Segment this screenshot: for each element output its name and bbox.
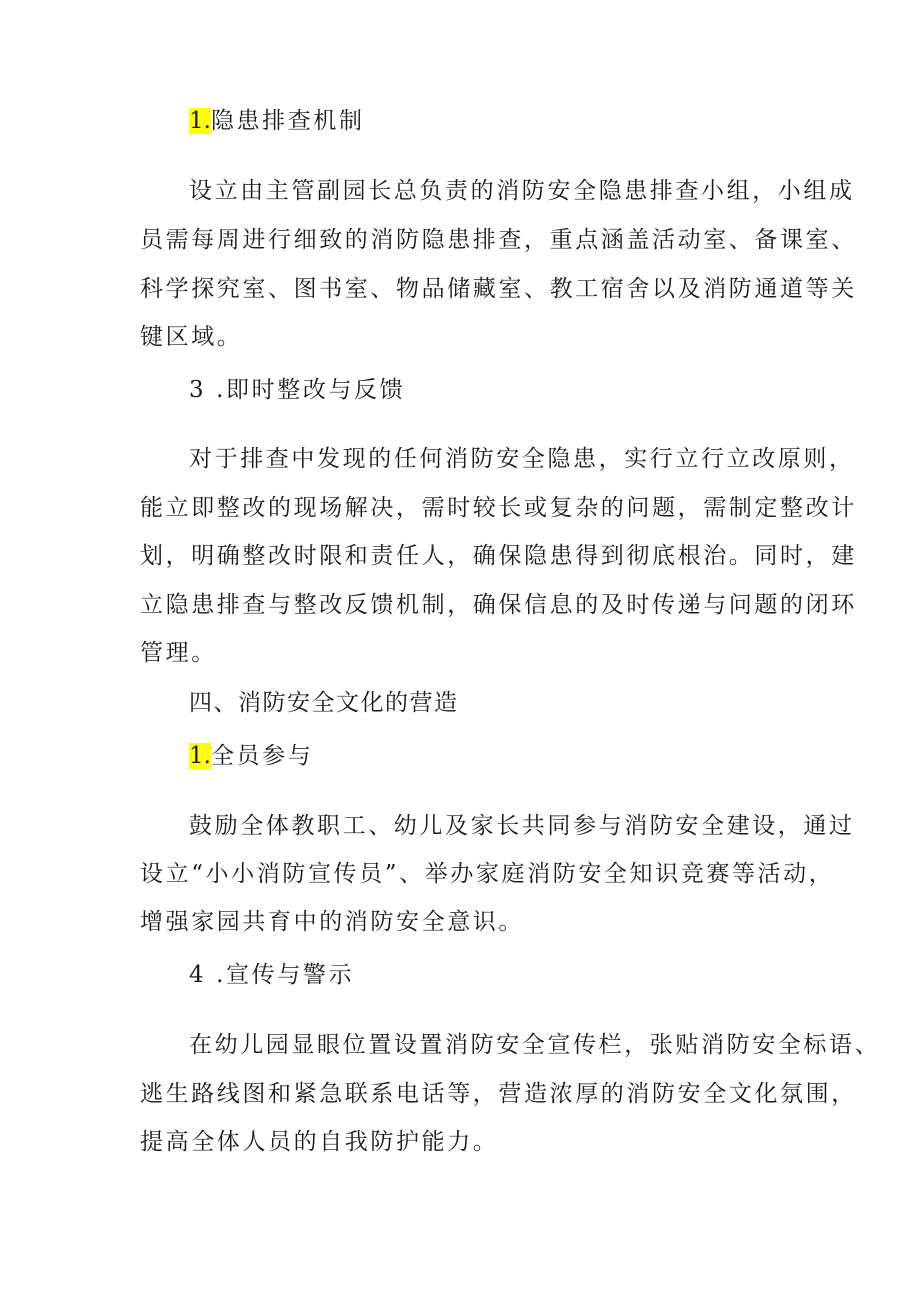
section-heading-culture: 四、消防安全文化的营造 bbox=[189, 690, 459, 716]
paragraph-line: 增强家园共育中的消防安全意识。 bbox=[140, 909, 524, 935]
paragraph-line: 鼓励全体教职工、幼儿及家长共同参与消防安全建设，通过 bbox=[189, 813, 855, 839]
paragraph-line: 提高全体人员的自我防护能力。 bbox=[140, 1129, 499, 1155]
subheading-text: 全员参与 bbox=[210, 743, 314, 769]
subheading-participation bbox=[189, 741, 313, 771]
paragraph-line: 科学探究室、图书室、物品储藏室、教工宿舍以及消防通道等关 bbox=[140, 276, 857, 302]
highlighted-number: 1. bbox=[189, 108, 211, 134]
highlighted-number: 1. bbox=[189, 743, 211, 769]
paragraph-line: 立隐患排查与整改反馈机制，确保信息的及时传递与问题的闭环 bbox=[140, 592, 857, 618]
paragraph-line: 管理。 bbox=[140, 640, 217, 666]
paragraph-line: 能立即整改的现场解决，需时较长或复杂的问题，需制定整改计 bbox=[140, 495, 857, 521]
paragraph-line: 对于排查中发现的任何消防安全隐患，实行立行立改原则， bbox=[189, 446, 855, 472]
paragraph-line: 员需每周进行细致的消防隐患排查，重点涵盖活动室、备课室、 bbox=[140, 227, 857, 253]
subheading-hazard-check bbox=[189, 106, 365, 136]
subheading-rectification: 3 .即时整改与反馈 bbox=[189, 377, 406, 403]
paragraph-line: 逃生路线图和紧急联系电话等，营造浓厚的消防安全文化氛围， bbox=[140, 1081, 857, 1107]
paragraph-line: 键区域。 bbox=[140, 324, 243, 350]
paragraph-line: 划，明确整改时限和责任人，确保隐患得到彻底根治。同时，建 bbox=[140, 543, 857, 569]
paragraph-line: 在幼儿园显眼位置设置消防安全宣传栏，张贴消防安全标语、 bbox=[189, 1032, 881, 1058]
subheading-text: 隐患排查机制 bbox=[210, 108, 365, 134]
paragraph-line: 设立“小小消防宣传员”、举办家庭消防安全知识竞赛等活动， bbox=[140, 861, 835, 887]
paragraph-line: 设立由主管副园长总负责的消防安全隐患排查小组，小组成 bbox=[189, 178, 855, 204]
subheading-publicity: 4 .宣传与警示 bbox=[189, 962, 355, 988]
